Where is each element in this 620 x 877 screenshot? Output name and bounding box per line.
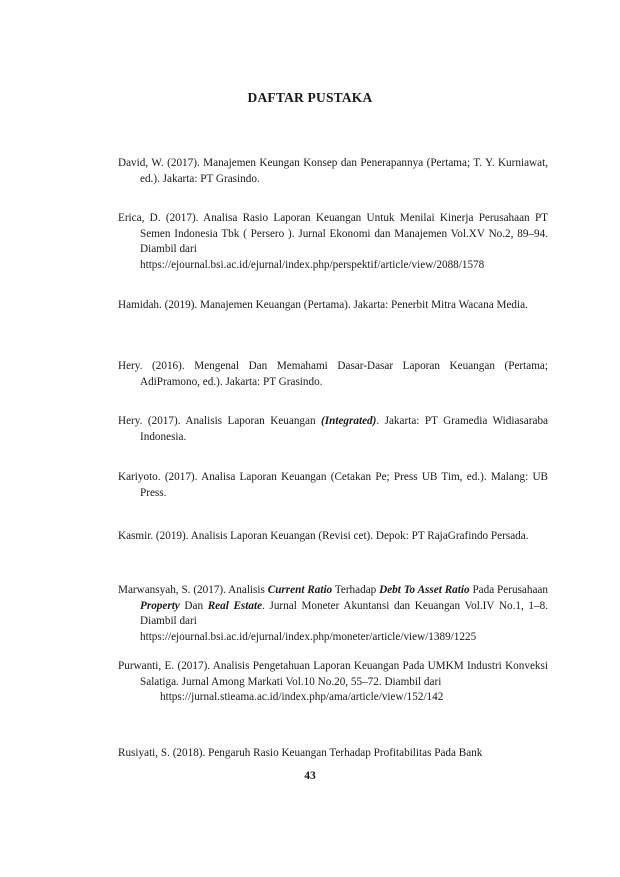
page-title: DAFTAR PUSTAKA [247, 90, 373, 105]
reference-entry [118, 211, 548, 273]
reference-entry [118, 156, 548, 187]
reference-url[interactable]: https://jurnal.stieama.ac.id/index.php/ama/article/view/152/142 [160, 691, 444, 703]
reference-entry [118, 470, 548, 501]
reference-italic: (Integrated) [321, 415, 377, 427]
reference-entry [118, 298, 548, 314]
reference-entry [118, 529, 548, 545]
reference-text: Hery. (2017). Analisis Laporan Keuangan [118, 415, 322, 427]
reference-url[interactable]: https://ejournal.bsi.ac.id/ejurnal/index.php/perspektif/article/view/2088/1578 [140, 258, 485, 271]
reference-text: . Jurnal Moneter Akuntansi dan Keuangan Vol.IV No.1, 1–8. Diambil dari [140, 599, 548, 627]
reference-text: . Jakarta: PT Gramedia Widiasaraba Indonesia. [140, 415, 549, 443]
reference-text: David, W. (2017). Manajemen Keungan Konsep dan Penerapannya (Pertama; T. Y. Kurniawat, ed.). Jakarta: PT Grasindo. [118, 157, 548, 185]
reference-entry [118, 746, 548, 762]
reference-entry [118, 583, 548, 645]
reference-text: Pada Perusahaan [469, 584, 548, 596]
reference-text: Purwanti, E. (2017). Analisis Pengetahuan Laporan Keuangan Pada UMKM Industri Konveksi Salatiga. Jurnal Among Markati Vol.10 No.20, 55–72. Diambil dari [118, 660, 548, 688]
reference-entry [118, 414, 548, 445]
reference-text: Kariyoto. (2017). Analisa Laporan Keuangan (Cetakan Pe; Press UB Tim, ed.). Malang: UB Press. [118, 471, 548, 499]
reference-text: Terhadap [332, 584, 380, 596]
reference-text: Hery. (2016). Mengenal Dan Memahami Dasar-Dasar Laporan Keuangan (Pertama; AdiPramono, ed.). Jakarta: PT Grasindo. [118, 360, 548, 388]
page-number: 43 [304, 770, 316, 782]
reference-text: Erica, D. (2017). Analisa Rasio Laporan Keuangan Untuk Menilai Kinerja Perusahaan PT Semen Indonesia Tbk ( Persero ). Jurnal Ekonomi dan Manajemen Vol.XV No.2, 89–94. Diambil dari [118, 212, 548, 255]
reference-text: Kasmir. (2019). Analisis Laporan Keuangan (Revisi cet). Depok: PT RajaGrafindo Persada. [118, 530, 529, 542]
reference-text: Hamidah. (2019). Manajemen Keuangan (Pertama). Jakarta: Penerbit Mitra Wacana Media. [118, 299, 528, 311]
reference-entry [118, 359, 548, 390]
reference-italic: Current Ratio [267, 584, 333, 596]
reference-text: Dan [179, 599, 208, 612]
reference-italic: Real Estate [207, 599, 263, 612]
reference-entry [118, 659, 548, 706]
reference-italic: Debt To Asset Ratio [379, 584, 470, 596]
reference-italic: Property [140, 599, 180, 612]
reference-text: Marwansyah, S. (2017). Analisis [118, 584, 268, 596]
reference-text: Rusiyati, S. (2018). Pengaruh Rasio Keuangan Terhadap Profitabilitas Pada Bank [118, 747, 483, 759]
reference-url[interactable]: https://ejournal.bsi.ac.id/ejurnal/index.php/moneter/article/view/1389/1225 [140, 630, 477, 643]
